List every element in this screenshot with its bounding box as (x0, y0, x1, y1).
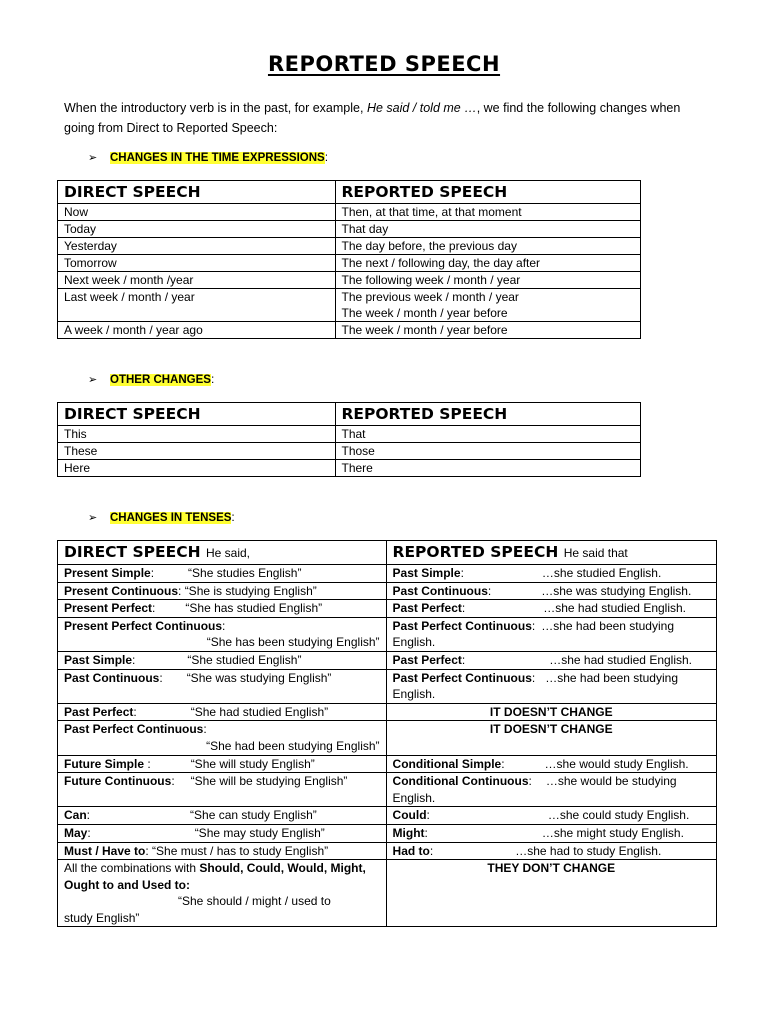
direct-cell: Must / Have to: “She must / has to study English” (58, 842, 387, 860)
table-row (58, 565, 717, 583)
table-row (58, 204, 641, 221)
table-row (58, 651, 717, 669)
section-heading-tenses: ➢ CHANGES IN TENSES: (88, 510, 235, 524)
reported-cell: Past Perfect: …she had studied English. (386, 600, 716, 618)
direct-cell: Future Simple : “She will study English” (58, 755, 387, 773)
arrow-bullet-icon: ➢ (88, 374, 98, 386)
direct-cell: Tomorrow (58, 255, 336, 272)
table-row (58, 322, 641, 339)
reported-cell: Conditional Continuous: …she would be studying English. (386, 773, 716, 807)
direct-cell: Can: “She can study English” (58, 807, 387, 825)
reported-cell: IT DOESN’T CHANGE (386, 721, 716, 755)
table-header-row (58, 181, 641, 204)
reported-cell: Past Simple: …she studied English. (386, 565, 716, 583)
table-row (58, 842, 717, 860)
direct-cell: May: “She may study English” (58, 824, 387, 842)
table-row (58, 755, 717, 773)
table-row (58, 238, 641, 255)
other-changes-table (57, 402, 641, 477)
reported-cell: The next / following day, the day after (335, 255, 641, 272)
reported-cell: The week / month / year before (335, 322, 641, 339)
reported-cell: The following week / month / year (335, 272, 641, 289)
table-row (58, 773, 717, 807)
direct-cell: This (58, 426, 336, 443)
direct-speech-header: DIRECT SPEECH He said, (58, 541, 387, 565)
direct-cell: Past Simple: “She studied English” (58, 651, 387, 669)
table-row (58, 443, 641, 460)
reported-cell: Then, at that time, at that moment (335, 204, 641, 221)
table-row (58, 703, 717, 721)
reported-cell: Past Perfect Continuous: …she had been studying English. (386, 669, 716, 703)
table-row (58, 617, 717, 651)
direct-speech-header: DIRECT SPEECH (58, 181, 336, 204)
reported-cell: THEY DON’T CHANGE (386, 860, 716, 927)
table-row (58, 460, 641, 477)
table-row (58, 721, 717, 755)
reported-cell: Past Continuous: …she was studying English. (386, 582, 716, 600)
direct-cell: Next week / month /year (58, 272, 336, 289)
table-row (58, 221, 641, 238)
direct-cell: Past Continuous: “She was studying English” (58, 669, 387, 703)
direct-speech-header: DIRECT SPEECH (58, 403, 336, 426)
reported-speech-header: REPORTED SPEECH (335, 181, 641, 204)
table-row (58, 807, 717, 825)
reported-cell: Those (335, 443, 641, 460)
reported-cell: Conditional Simple: …she would study English. (386, 755, 716, 773)
reported-cell: Might: …she might study English. (386, 824, 716, 842)
direct-cell: Today (58, 221, 336, 238)
table-header-row (58, 403, 641, 426)
direct-cell: All the combinations with Should, Could, Would, Might, Ought to and Used to: “She should / might / used to study English” (58, 860, 387, 927)
direct-cell: These (58, 443, 336, 460)
section-heading-other: ➢ OTHER CHANGES: (88, 372, 215, 386)
reported-cell: Could: …she could study English. (386, 807, 716, 825)
direct-cell: Past Perfect Continuous: “She had been studying English” (58, 721, 387, 755)
reported-cell: That day (335, 221, 641, 238)
direct-cell: Now (58, 204, 336, 221)
arrow-bullet-icon: ➢ (88, 512, 98, 524)
direct-cell: Here (58, 460, 336, 477)
intro-paragraph: When the introductory verb is in the past, for example, He said / told me …, we find the following changes when going from Direct to Reported Speech: (64, 101, 681, 135)
arrow-bullet-icon: ➢ (88, 152, 98, 164)
table-row (58, 860, 717, 927)
direct-cell: A week / month / year ago (58, 322, 336, 339)
reported-cell: The previous week / month / year The week / month / year before (335, 289, 641, 322)
time-expressions-table (57, 180, 641, 339)
reported-cell: Past Perfect: …she had studied English. (386, 651, 716, 669)
reported-cell: Past Perfect Continuous: …she had been studying English. (386, 617, 716, 651)
table-row (58, 600, 717, 618)
direct-cell: Present Perfect Continuous: “She has been studying English” (58, 617, 387, 651)
reported-cell: Had to: …she had to study English. (386, 842, 716, 860)
section-heading-time: ➢ CHANGES IN THE TIME EXPRESSIONS: (88, 150, 329, 164)
direct-cell: Yesterday (58, 238, 336, 255)
table-row (58, 426, 641, 443)
reported-cell: There (335, 460, 641, 477)
direct-cell: Past Perfect: “She had studied English” (58, 703, 387, 721)
reported-speech-header: REPORTED SPEECH (335, 403, 641, 426)
reported-cell: That (335, 426, 641, 443)
table-row (58, 582, 717, 600)
table-row (58, 289, 641, 322)
reported-cell: IT DOESN’T CHANGE (386, 703, 716, 721)
direct-cell: Present Continuous: “She is studying English” (58, 582, 387, 600)
page-title: REPORTED SPEECH (267, 52, 501, 76)
table-row (58, 824, 717, 842)
direct-cell: Present Perfect: “She has studied English” (58, 600, 387, 618)
table-row (58, 669, 717, 703)
direct-cell: Last week / month / year (58, 289, 336, 322)
reported-speech-header: REPORTED SPEECH He said that (386, 541, 716, 565)
direct-cell: Present Simple: “She studies English” (58, 565, 387, 583)
tenses-table (57, 540, 717, 927)
table-row (58, 255, 641, 272)
table-header-row (58, 541, 717, 565)
direct-cell: Future Continuous: “She will be studying English” (58, 773, 387, 807)
reported-cell: The day before, the previous day (335, 238, 641, 255)
table-row (58, 272, 641, 289)
